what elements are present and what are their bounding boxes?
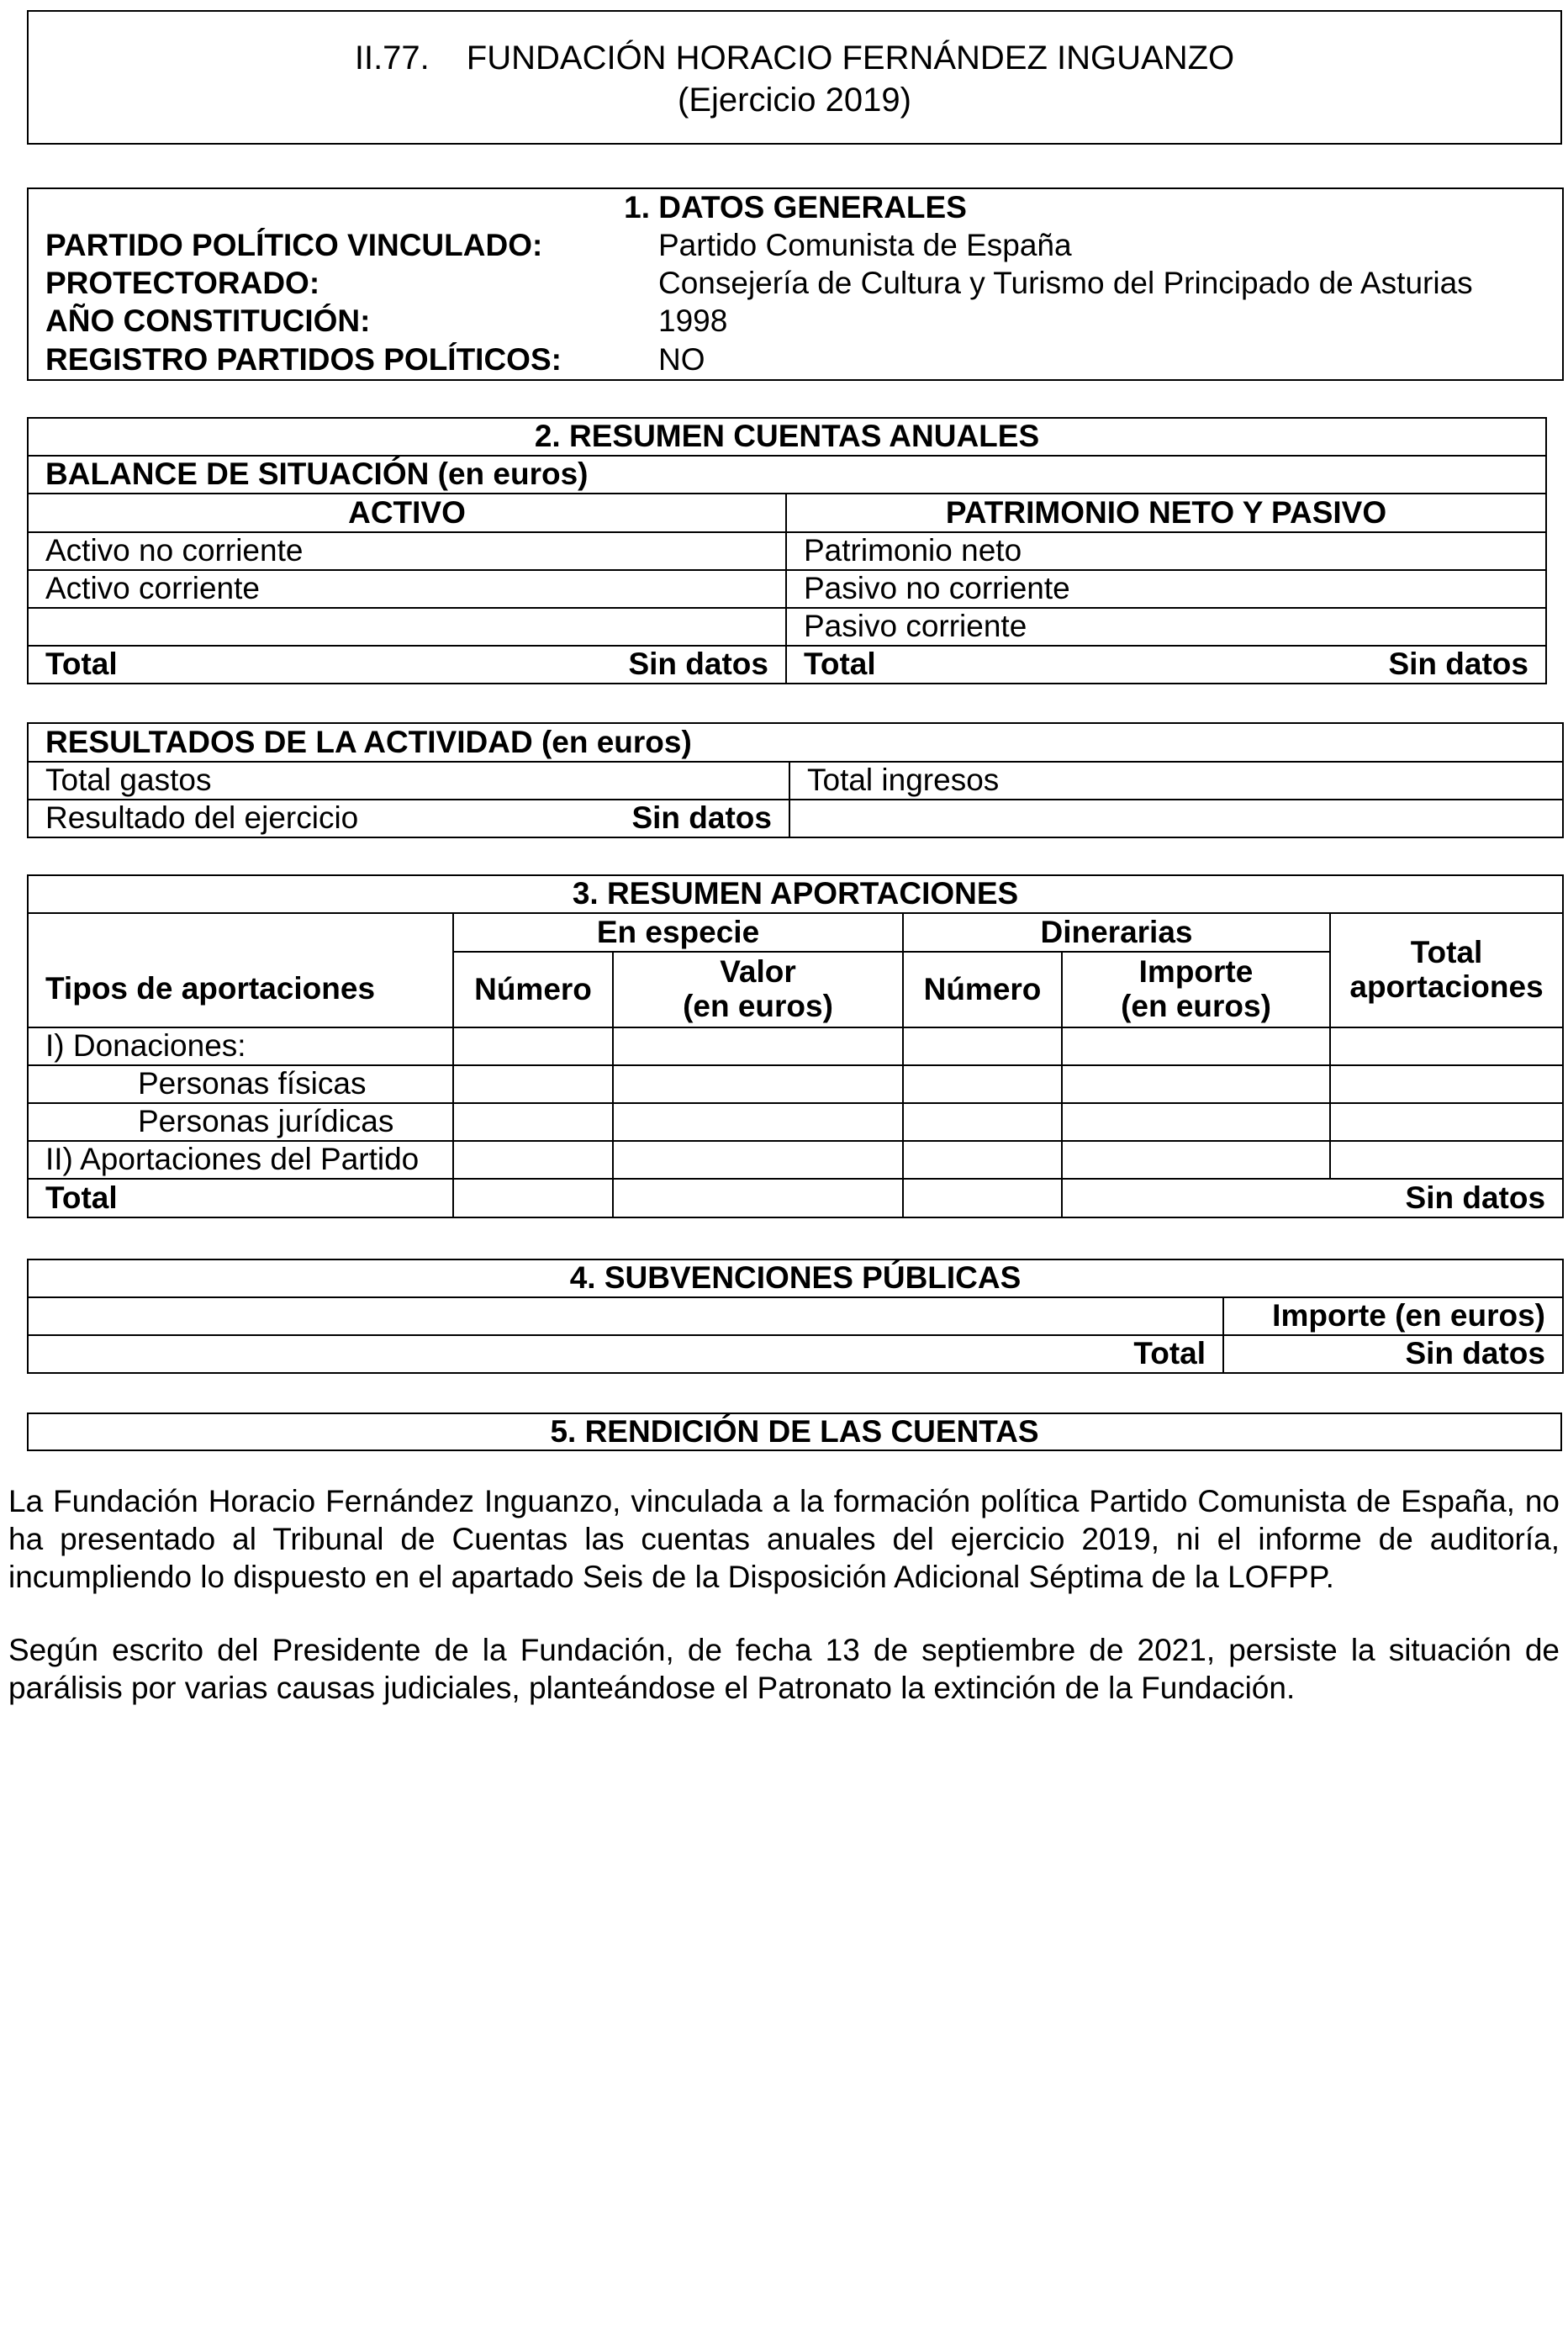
valor-header [613,952,903,1027]
activo-header: ACTIVO [28,494,786,532]
importe-euros-header: Importe (en euros) [1223,1297,1563,1335]
foundation-name: FUNDACIÓN HORACIO FERNÁNDEZ INGUANZO [466,40,1235,77]
importe-line1: Importe [1138,954,1254,990]
resumen-cuentas-heading: 2. RESUMEN CUENTAS ANUALES [28,418,1546,456]
pasivo-corriente: Pasivo corriente [786,608,1546,646]
empty-cell [789,800,1563,837]
protectorado-value: Consejería de Cultura y Turismo del Principado de Asturias [658,266,1473,301]
partido-value: Partido Comunista de España [658,228,1072,263]
constitucion-label: AÑO CONSTITUCIÓN: [45,304,371,339]
fiscal-year: (Ejercicio 2019) [678,82,911,119]
total-ingresos: Total ingresos [789,762,1563,800]
rendicion-paragraph-1: La Fundación Horacio Fernández Inguanzo, vinculada a la formación política Partido Comunista de España, no ha presentado al Tribunal de Cuentas las cuentas anuales del ejercicio 2019, ni el informe de auditoría, incumpliendo lo dispuesto en el apartado Seis de la Disposición Adicional Séptima de la LOFPP. [8,1484,1560,1594]
pasivo-total-value: Sin datos [1388,647,1528,682]
en-especie-header: En especie [453,913,903,952]
tipos-header: Tipos de aportaciones [28,952,453,1027]
pasivo-no-corriente: Pasivo no corriente [786,570,1546,608]
valor-line2: (en euros) [683,989,833,1023]
resultado-label: Resultado del ejercicio [45,800,359,836]
resultado-row [28,800,789,837]
subvenciones-total-value: Sin datos [1405,1336,1545,1371]
partido-label: PARTIDO POLÍTICO VINCULADO: [45,228,543,263]
total-aportaciones-line2: aportaciones [1349,969,1544,1004]
subvenciones-total-label: Total [28,1335,1223,1373]
dinerarias-header: Dinerarias [903,913,1330,952]
datos-generales-table [27,187,1564,381]
numero-especie-header: Número [453,952,613,1027]
datos-generales-heading: 1. DATOS GENERALES [624,190,967,225]
section-number: II.77. [354,40,430,77]
pasivo-total-label: Total [804,647,876,682]
activo-total-label: Total [45,647,118,682]
empty-cell [28,1297,1223,1335]
subvenciones-table [27,1259,1564,1374]
aportaciones-heading: 3. RESUMEN APORTACIONES [28,875,1563,913]
constitucion-value: 1998 [658,304,728,339]
subvenciones-heading: 4. SUBVENCIONES PÚBLICAS [28,1259,1563,1297]
balance-table [27,417,1547,684]
resultado-value: Sin datos [631,800,772,836]
activo-no-corriente: Activo no corriente [28,532,786,570]
total-aportaciones-line1: Total [1410,935,1483,970]
numero-dinerarias-header: Número [903,952,1062,1027]
aportaciones-table [27,874,1564,1218]
importe-line2: (en euros) [1121,989,1271,1023]
pasivo-total-row [786,646,1546,684]
activo-total-value: Sin datos [628,647,768,682]
empty-cell [28,913,453,952]
aportaciones-total-label: Total [28,1179,453,1217]
rendicion-heading: 5. RENDICIÓN DE LAS CUENTAS [550,1413,1039,1449]
aportaciones-partido-label: II) Aportaciones del Partido [28,1141,453,1179]
title-box [27,10,1562,145]
activo-total-row [28,646,786,684]
pasivo-header: PATRIMONIO NETO Y PASIVO [786,494,1546,532]
personas-fisicas-label: Personas físicas [28,1065,453,1103]
total-gastos: Total gastos [28,762,789,800]
patrimonio-neto: Patrimonio neto [786,532,1546,570]
registro-label: REGISTRO PARTIDOS POLÍTICOS: [45,341,562,377]
balance-title: BALANCE DE SITUACIÓN (en euros) [28,456,1546,494]
page-title [29,37,1560,79]
rendicion-paragraph-2: Según escrito del Presidente de la Fundación, de fecha 13 de septiembre de 2021, persiste la situación de parálisis por varias causas judiciales, planteándose el Patronato la extinción de la Fundación. [8,1633,1560,1705]
aportaciones-total-value: Sin datos [1405,1180,1546,1215]
protectorado-label: PROTECTORADO: [45,266,320,301]
rendicion-table [27,1413,1562,1451]
resultados-table [27,722,1564,838]
total-aportaciones-header [1330,913,1563,1027]
donaciones-label: I) Donaciones: [28,1027,453,1065]
registro-value: NO [658,341,705,377]
valor-line1: Valor [720,954,796,990]
importe-header [1062,952,1330,1027]
empty-cell [28,608,786,646]
activo-corriente: Activo corriente [28,570,786,608]
resultados-title: RESULTADOS DE LA ACTIVIDAD (en euros) [28,723,1563,762]
personas-juridicas-label: Personas jurídicas [28,1103,453,1141]
